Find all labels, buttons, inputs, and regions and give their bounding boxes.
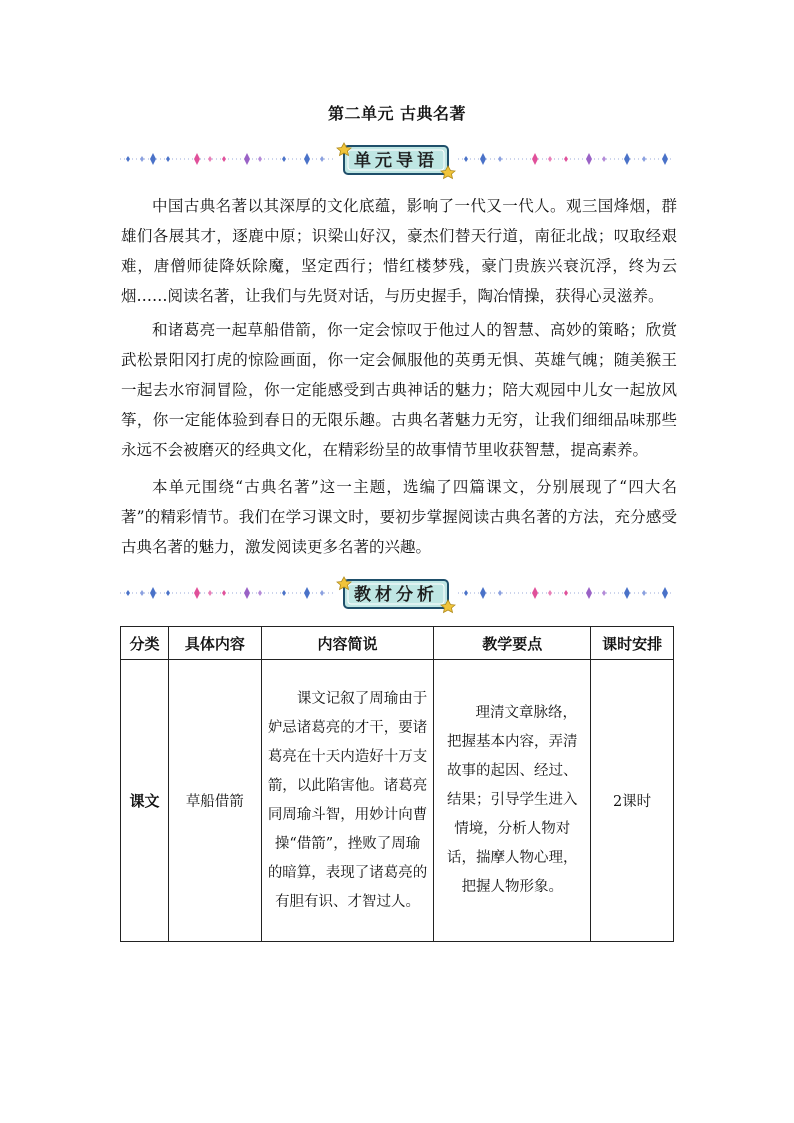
banner-label: 教材分析 <box>354 585 438 605</box>
intro-paragraph: 中国古典名著以其深厚的文化底蕴，影响了一代又一代人。观三国烽烟，群雄们各展其才，逐鹿中原；识梁山好汉，豪杰们替天行道，南征北战；叹取经艰难，唐僧师徒降妖除魔，坚定西行；惜红楼梦残，豪门贵族兴衰沉浮，终为云烟……阅读名著，让我们与先贤对话，与历史握手，陶冶情操，获得心灵滋养。 <box>121 197 677 305</box>
analysis-banner <box>118 575 674 615</box>
column-header: 具体内容 <box>168 627 261 660</box>
hours-cell: 2课时 <box>591 660 674 942</box>
teaching-points-cell: 理清文章脉络，把握基本内容，弄清故事的起因、经过、结果；引导学生进入情境，分析人物对话，揣摩人物心理，把握人物形象。 <box>434 660 591 942</box>
content-cell: 草船借箭 <box>168 660 261 942</box>
column-header: 课时安排 <box>591 627 674 660</box>
table-header-row <box>121 627 674 660</box>
intro-paragraph: 和诸葛亮一起草船借箭，你一定会惊叹于他过人的智慧、高妙的策略；欣赏武松景阳冈打虎的惊险画面，你一定会佩服他的英勇无惧、英雄气魄；随美猴王一起去水帘洞冒险，你一定能感受到古典神话的魅力；陪大观园中儿女一起放风筝，你一定能体验到春日的无限乐趣。古典名著魅力无穷，让我们细细品味那些永远不会被磨灭的经典文化，在精彩纷呈的故事情节里收获智慧，提高素养。 <box>121 321 677 459</box>
category-cell: 课文 <box>121 660 169 942</box>
banner-label: 单元导语 <box>354 151 438 171</box>
column-header: 分类 <box>121 627 169 660</box>
intro-paragraph: 本单元围绕“古典名著”这一主题，选编了四篇课文，分别展现了“四大名著”的精彩情节。我们在学习课文时，要初步掌握阅读古典名著的方法，充分感受古典名著的魅力，激发阅读更多名著的兴趣。 <box>121 478 677 556</box>
sparkle-icons-left <box>126 587 324 599</box>
analysis-table <box>120 626 674 942</box>
table-row <box>121 660 674 942</box>
page-title: 第二单元 古典名著 <box>327 104 467 123</box>
column-header: 教学要点 <box>434 627 591 660</box>
intro-banner <box>118 141 674 181</box>
summary-cell: 课文记叙了周瑜由于妒忌诸葛亮的才干，要诸葛亮在十天内造好十万支箭，以此陷害他。诸葛亮同周瑜斗智，用妙计向曹操“借箭”，挫败了周瑜的暗算，表现了诸葛亮的有胆有识、才智过人。 <box>261 660 434 942</box>
column-header: 内容简说 <box>261 627 434 660</box>
sparkle-icons-left <box>126 153 324 165</box>
